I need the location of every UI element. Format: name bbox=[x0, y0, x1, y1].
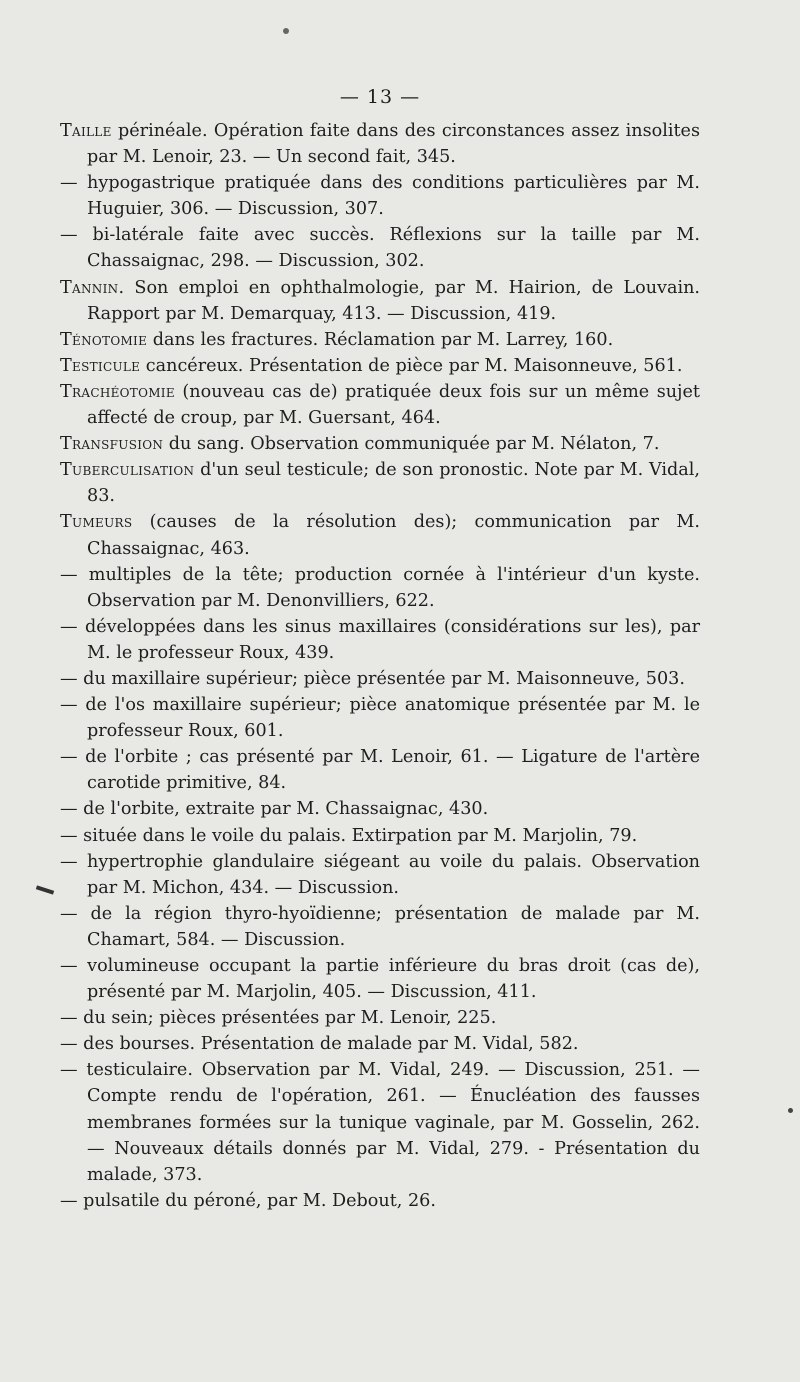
index-entry bbox=[60, 614, 700, 666]
index-entry bbox=[60, 222, 700, 274]
index-entry bbox=[60, 1005, 700, 1031]
entry-text: — hypertrophie glandulaire siégeant au voile du palais. Observation par M. Michon, 434. — Discussion. bbox=[60, 851, 700, 898]
entry-text: — hypogastrique pratiquée dans des conditions particulières par M. Huguier, 306. — Discussion, 307. bbox=[60, 173, 700, 220]
entry-text: dans les fractures. Réclamation par M. Larrey, 160. bbox=[147, 329, 614, 350]
index-entry bbox=[60, 327, 700, 353]
entry-text: — multiples de la tête; production cornée à l'intérieur d'un kyste. Observation par M. Denonvilliers, 622. bbox=[60, 564, 700, 611]
index-entry bbox=[60, 118, 700, 170]
index-entry bbox=[60, 1057, 700, 1187]
entry-text: — des bourses. Présentation de malade par M. Vidal, 582. bbox=[60, 1034, 579, 1055]
entry-text: — pulsatile du péroné, par M. Debout, 26. bbox=[60, 1190, 436, 1211]
entry-text: cancéreux. Présentation de pièce par M. Maisonneuve, 561. bbox=[140, 355, 683, 376]
entry-text: — bi-latérale faite avec succès. Réflexions sur la taille par M. Chassaignac, 298. — Discussion, 302. bbox=[60, 225, 700, 272]
index-entry bbox=[60, 849, 700, 901]
index-entry bbox=[60, 170, 700, 222]
index-entry bbox=[60, 796, 700, 822]
index-entry bbox=[60, 744, 700, 796]
entry-keyword: Tumeurs bbox=[60, 512, 133, 533]
index-entry bbox=[60, 353, 700, 379]
entry-text: (causes de la résolution des); communication par M. Chassaignac, 463. bbox=[87, 512, 700, 559]
index-entry bbox=[60, 457, 700, 509]
entry-keyword: Tannin. bbox=[60, 277, 125, 298]
index-entry bbox=[60, 692, 700, 744]
ink-spot bbox=[788, 1108, 793, 1113]
entry-text: (nouveau cas de) pratiquée deux fois sur un même sujet affecté de croup, par M. Guersant, 464. bbox=[87, 381, 700, 429]
entry-text: — de l'os maxillaire supérieur; pièce anatomique présentée par M. le professeur Roux, 601. bbox=[60, 695, 700, 742]
entry-text: périnéale. Opération faite dans des circonstances assez insolites par M. Lenoir, 23. — Un second fait, 345. bbox=[87, 121, 700, 168]
entry-keyword: Testicule bbox=[60, 355, 141, 376]
index-entry bbox=[60, 431, 700, 457]
ink-spot bbox=[283, 28, 289, 34]
entry-text: — testiculaire. Observation par M. Vidal, 249. — Discussion, 251. — Compte rendu de l'opération, 261. — Énucléation des fausses membranes formées sur la tunique vaginale, par M. Gosselin, 262. — Nouveaux détails donnés par M. Vidal, 279. - Présentation du malade, 373. bbox=[60, 1060, 700, 1185]
index-entry bbox=[60, 509, 700, 561]
index-entries bbox=[60, 118, 700, 1214]
entry-text: — du maxillaire supérieur; pièce présentée par M. Maisonneuve, 503. bbox=[60, 668, 685, 689]
index-entry bbox=[60, 275, 700, 327]
entry-text: — volumineuse occupant la partie inférieure du bras droit (cas de), présenté par M. Marjolin, 405. — Discussion, 411. bbox=[60, 956, 700, 1003]
entry-keyword: Taille bbox=[60, 121, 112, 141]
entry-text: du sang. Observation communiquée par M. Nélaton, 7. bbox=[163, 434, 660, 455]
page-number: — 13 — bbox=[339, 86, 421, 108]
index-entry bbox=[60, 823, 700, 849]
entry-keyword: Transfusion bbox=[60, 434, 164, 455]
index-entry bbox=[60, 666, 700, 692]
index-entry bbox=[60, 562, 700, 614]
entry-keyword: Trachéotomie bbox=[60, 381, 175, 402]
margin-mark bbox=[36, 885, 54, 894]
entry-text: — du sein; pièces présentées par M. Lenoir, 225. bbox=[60, 1008, 497, 1029]
entry-text: — de l'orbite ; cas présenté par M. Lenoir, 61. — Ligature de l'artère carotide primitive, 84. bbox=[60, 747, 700, 794]
entry-text: — située dans le voile du palais. Extirpation par M. Marjolin, 79. bbox=[60, 825, 638, 846]
entry-keyword: Ténotomie bbox=[60, 329, 148, 350]
index-entry bbox=[60, 1188, 700, 1214]
index-entry bbox=[60, 379, 700, 431]
entry-text: — de l'orbite, extraite par M. Chassaignac, 430. bbox=[60, 799, 489, 820]
index-entry bbox=[60, 953, 700, 1005]
index-entry bbox=[60, 901, 700, 953]
entry-text: — développées dans les sinus maxillaires (considérations sur les), par M. le professeur Roux, 439. bbox=[60, 616, 700, 663]
entry-text: — de la région thyro-hyoïdienne; présentation de malade par M. Chamart, 584. — Discussion. bbox=[60, 903, 700, 950]
entry-text: d'un seul testicule; de son pronostic. Note par M. Vidal, 83. bbox=[87, 460, 700, 507]
entry-text: Son emploi en ophthalmologie, par M. Hairion, de Louvain. Rapport par M. Demarquay, 413. — Discussion, 419. bbox=[87, 277, 700, 324]
index-entry bbox=[60, 1031, 700, 1057]
entry-keyword: Tuberculisation bbox=[60, 460, 195, 481]
